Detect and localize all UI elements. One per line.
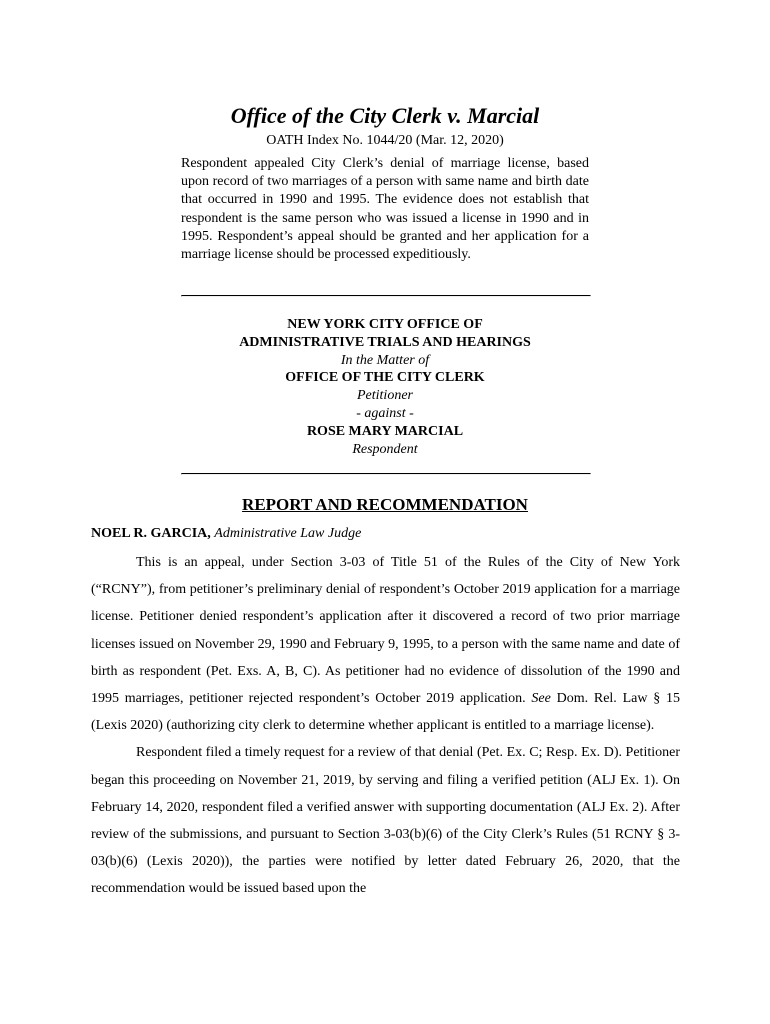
divider-bottom	[181, 473, 591, 475]
against-label: - against -	[356, 405, 414, 421]
case-summary: Respondent appealed City Clerk’s denial of marriage license, based upon record of two marriages of a person with same name and birth date that occurred in 1990 and 1995. The evidence does not establish that respondent is the same person who was issued a license in 1990 and in 1995. Respondent’s appeal should be granted and her application for a marriage license should be processed expeditiously.	[181, 156, 589, 263]
paragraph-1	[91, 549, 680, 739]
case-caption	[181, 316, 589, 458]
judge-name: NOEL R. GARCIA,	[91, 526, 211, 541]
in-the-matter-of: In the Matter of	[340, 352, 430, 368]
respondent-name: ROSE MARY MARCIAL	[306, 423, 464, 439]
paragraph-1-text-a: This is an appeal, under Section 3-03 of Title 51 of the Rules of the City of New York (“RCNY”), from petitioner’s preliminary denial of respondent’s October 2019 application for a marriage license. Petitioner denied respondent’s application after it discovered a record of two prior marriage licenses issued on November 29, 1990 and February 9, 1995, to a person with the same name and date of birth as respondent (Pet. Exs. A, B, C). As petitioner had no evidence of dissolution of the 1990 and 1995 marriages, petitioner rejected respondent’s October 2019 application.	[91, 555, 680, 707]
index-number-line: OATH Index No. 1044/20 (Mar. 12, 2020)	[266, 133, 504, 148]
report-heading: REPORT AND RECOMMENDATION	[242, 495, 528, 514]
agency-line-2: ADMINISTRATIVE TRIALS AND HEARINGS	[239, 334, 531, 350]
agency-line-1: NEW YORK CITY OFFICE OF	[287, 317, 483, 332]
respondent-label: Respondent	[352, 441, 418, 457]
case-title: Office of the City Clerk v. Marcial	[230, 103, 540, 128]
judge-line	[91, 524, 361, 544]
report-body	[91, 549, 680, 903]
paragraph-1-text-b: Dom. Rel. Law § 15 (Lexis 2020) (authorizing city clerk to determine whether applicant is entitled to a marriage license).	[91, 691, 680, 734]
judge-title: Administrative Law Judge	[214, 526, 362, 541]
divider-top	[181, 295, 591, 297]
see-signal: See	[531, 691, 551, 707]
petitioner-label: Petitioner	[357, 388, 413, 404]
paragraph-2: Respondent filed a timely request for a review of that denial (Pet. Ex. C; Resp. Ex. D). Petitioner began this proceeding on November 21, 2019, by serving and filing a verified petition (ALJ Ex. 1). On February 14, 2020, respondent filed a verified answer with supporting documentation (ALJ Ex. 2). After review of the submissions, and pursuant to Section 3-03(b)(6) of the City Clerk’s Rules (51 RCNY § 3-03(b)(6) (Lexis 2020)), the parties were notified by letter dated February 26, 2020, that the recommendation would be issued based upon the	[91, 745, 680, 897]
petitioner-name: OFFICE OF THE CITY CLERK	[285, 370, 485, 386]
